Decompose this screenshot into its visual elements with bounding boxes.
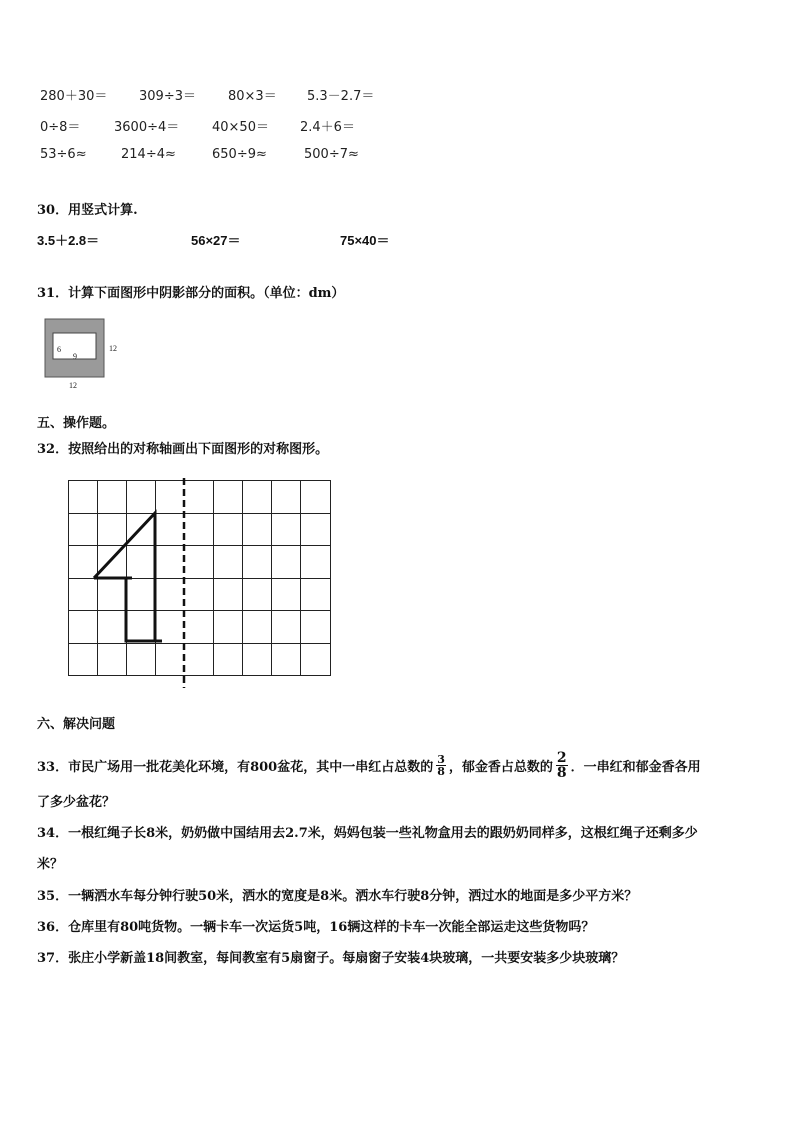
- question-33-text-1: 33．市民广场用一批花美化环境，有800盆花，其中一串红占总数的: [37, 759, 434, 775]
- outer-width-label: 12: [69, 381, 77, 390]
- fraction-three-eighths: [436, 754, 446, 777]
- calc-item: 280＋30＝: [40, 89, 108, 104]
- question-33-text-3: ．一串红和郁金香各用: [570, 759, 701, 775]
- calc-item: 214÷4≈: [121, 147, 176, 162]
- calc-item: 80×3＝: [228, 89, 277, 104]
- section-5-title: 五、操作题。: [37, 416, 116, 431]
- question-34-line-2: 米？: [37, 857, 64, 872]
- question-32-title: 32．按照给出的对称轴画出下面图形的对称图形。: [37, 442, 329, 457]
- fraction-denominator: 8: [437, 764, 445, 778]
- calc-item: 0÷8＝: [40, 120, 81, 135]
- calc-item: 40×50＝: [212, 120, 269, 135]
- vertical-calc-item: 56×27＝: [191, 233, 241, 248]
- vertical-calc-item: 75×40＝: [340, 233, 390, 248]
- question-37: 37．张庄小学新盖18间教室，每间教室有5扇窗子。每扇窗子安装4块玻璃，一共要安装多少块玻璃？: [37, 951, 625, 966]
- calc-item: 53÷6≈: [40, 147, 87, 162]
- fraction-two-eighths: [556, 751, 568, 780]
- calc-item: 2.4＋6＝: [300, 120, 355, 135]
- fraction-denominator: 8: [556, 764, 567, 781]
- calc-item: 309÷3＝: [139, 89, 196, 104]
- inner-height-label: 6: [57, 345, 61, 354]
- section-6-title: 六、解决问题: [37, 717, 116, 732]
- question-36: 36．仓库里有80吨货物。一辆卡车一次运货5吨，16辆这样的卡车一次能全部运走这些货物吗？: [37, 920, 595, 935]
- calc-item: 500÷7≈: [304, 147, 359, 162]
- fraction-numerator: 2: [556, 749, 567, 766]
- question-30-title: 30．用竖式计算.: [37, 203, 138, 218]
- calc-item: 5.3－2.7＝: [307, 89, 375, 104]
- question-33: [37, 746, 701, 784]
- outer-height-label: 12: [109, 344, 117, 353]
- calc-item: 650÷9≈: [212, 147, 267, 162]
- question-31-title: 31．计算下面图形中阴影部分的面积。（单位：dm）: [37, 286, 345, 301]
- question-34-line-1: 34．一根红绳子长8米，奶奶做中国结用去2.7米，妈妈包装一些礼物盒用去的跟奶奶同样多，这根红绳子还剩多少: [37, 826, 698, 841]
- calc-item: 3600÷4＝: [114, 120, 180, 135]
- vertical-calc-item: 3.5＋2.8＝: [37, 233, 100, 248]
- shaded-area-figure: [44, 318, 134, 392]
- inner-width-label: 9: [73, 352, 77, 361]
- fraction-numerator: 3: [437, 752, 445, 766]
- question-35: 35．一辆洒水车每分钟行驶50米，洒水的宽度是8米。洒水车行驶8分钟，洒过水的地面是多少平方米？: [37, 889, 638, 904]
- question-33-text-2: ，郁金香占总数的: [448, 759, 553, 775]
- symmetry-grid: [66, 478, 336, 690]
- question-33-line-2: 了多少盆花？: [37, 795, 116, 810]
